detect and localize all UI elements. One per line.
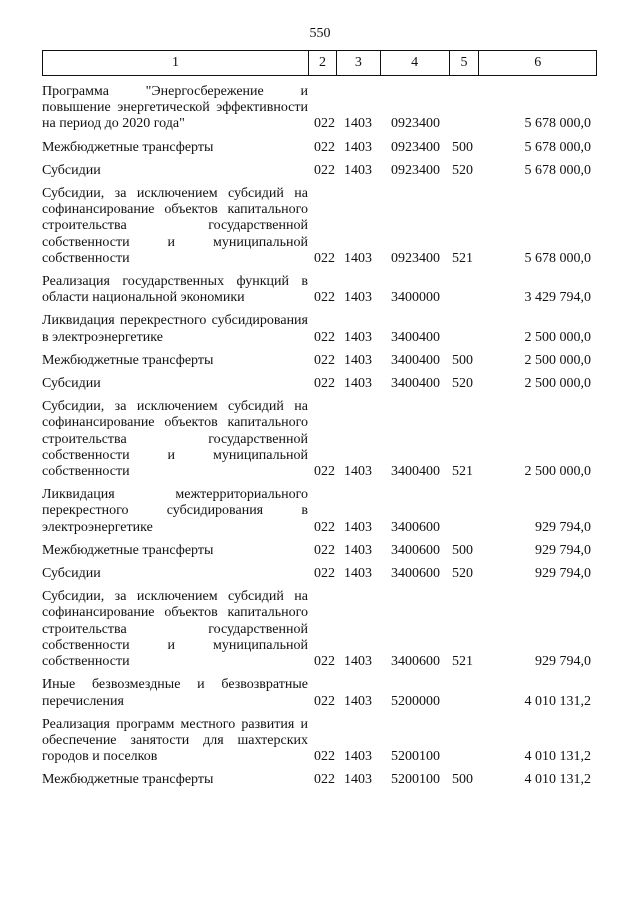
- table-body: [42, 84, 602, 789]
- page-number: 550: [309, 26, 331, 41]
- header-col-5: 5: [449, 51, 479, 75]
- row-col-2: 022: [314, 566, 335, 582]
- row-name: Субсидии: [42, 376, 101, 392]
- row-name: Иные безвозмездные и безвозвратные перечисления: [42, 677, 308, 709]
- row-col-3: 1403: [344, 693, 372, 709]
- table-row: [42, 487, 602, 536]
- row-col-6: 5 678 000,0: [524, 116, 591, 132]
- row-col-2: 022: [314, 464, 335, 480]
- row-col-2: 022: [314, 772, 335, 788]
- row-col-5: 500: [452, 139, 473, 155]
- table-header: [42, 50, 597, 76]
- row-name: Ликвидация межтерриториального перекрестного субсидирования в электроэнергетике: [42, 487, 308, 535]
- row-col-6: 2 500 000,0: [524, 464, 591, 480]
- row-col-5: 521: [452, 250, 473, 266]
- row-name: Реализация государственных функций в области национальной экономики: [42, 274, 308, 306]
- row-col-6: 929 794,0: [535, 654, 591, 670]
- table-row: [42, 772, 602, 788]
- row-col-6: 3 429 794,0: [524, 290, 591, 306]
- row-col-2: 022: [314, 250, 335, 266]
- row-col-2: 022: [314, 329, 335, 345]
- row-col-4: 0923400: [391, 139, 440, 155]
- table-row: [42, 566, 602, 582]
- row-name: Субсидии: [42, 566, 101, 582]
- row-col-3: 1403: [344, 139, 372, 155]
- header-col-1: 1: [172, 55, 180, 70]
- row-col-6: 929 794,0: [535, 566, 591, 582]
- row-col-2: 022: [314, 376, 335, 392]
- row-col-6: 929 794,0: [535, 542, 591, 558]
- row-col-2: 022: [314, 749, 335, 765]
- row-name: Межбюджетные трансферты: [42, 772, 214, 788]
- row-col-6: 4 010 131,2: [524, 749, 591, 765]
- row-col-3: 1403: [344, 329, 372, 345]
- row-col-2: 022: [314, 116, 335, 132]
- table-row: [42, 717, 602, 766]
- table-row: [42, 186, 602, 267]
- row-col-3: 1403: [344, 162, 372, 178]
- row-col-6: 5 678 000,0: [524, 139, 591, 155]
- row-name: Субсидии, за исключением субсидий на софинансирование объектов капитального строительства государственной собственности и муниципальной собственности: [42, 589, 308, 670]
- row-col-5: 500: [452, 542, 473, 558]
- row-col-6: 4 010 131,2: [524, 693, 591, 709]
- row-col-3: 1403: [344, 749, 372, 765]
- row-col-4: 3400400: [391, 376, 440, 392]
- table-row: [42, 589, 602, 670]
- row-col-3: 1403: [344, 116, 372, 132]
- row-col-4: 3400600: [391, 566, 440, 582]
- row-col-2: 022: [314, 693, 335, 709]
- table-row: [42, 313, 602, 345]
- row-col-4: 3400000: [391, 290, 440, 306]
- table-row: [42, 140, 602, 156]
- row-col-3: 1403: [344, 772, 372, 788]
- row-name: Ликвидация перекрестного субсидирования в электроэнергетике: [42, 313, 308, 345]
- row-name: Реализация программ местного развития и обеспечение занятости для шахтерских городов и поселков: [42, 716, 308, 765]
- row-col-5: 521: [452, 654, 473, 670]
- row-name: Субсидии, за исключением субсидий на софинансирование объектов капитального строительства государственной собственности и муниципальной собственности: [42, 399, 308, 480]
- header-col-6: 6: [478, 51, 596, 75]
- row-col-6: 4 010 131,2: [524, 772, 591, 788]
- row-name: Межбюджетные трансферты: [42, 542, 214, 558]
- row-col-5: 500: [452, 772, 473, 788]
- table-row: [42, 376, 602, 392]
- header-col-4: 4: [380, 51, 449, 75]
- row-col-3: 1403: [344, 542, 372, 558]
- row-col-6: 929 794,0: [535, 519, 591, 535]
- row-col-4: 3400400: [391, 352, 440, 368]
- row-name: Межбюджетные трансферты: [42, 139, 214, 155]
- row-col-2: 022: [314, 352, 335, 368]
- header-col-3: 3: [336, 51, 380, 75]
- row-col-6: 2 500 000,0: [524, 376, 591, 392]
- row-col-2: 022: [314, 162, 335, 178]
- row-col-6: 5 678 000,0: [524, 162, 591, 178]
- table-row: [42, 353, 602, 369]
- row-col-5: 521: [452, 464, 473, 480]
- row-col-3: 1403: [344, 519, 372, 535]
- table-row: [42, 677, 602, 709]
- row-col-4: 5200100: [391, 772, 440, 788]
- row-col-2: 022: [314, 290, 335, 306]
- row-col-3: 1403: [344, 352, 372, 368]
- row-name: Субсидии, за исключением субсидий на софинансирование объектов капитального строительства государственной собственности и муниципальной собственности: [42, 186, 308, 266]
- row-col-4: 3400600: [391, 542, 440, 558]
- row-col-4: 0923400: [391, 162, 440, 178]
- row-col-6: 2 500 000,0: [524, 329, 591, 345]
- row-name: Программа "Энергосбережение и повышение энергетической эффективности на период до 2020 года": [42, 84, 308, 132]
- row-col-4: 5200100: [391, 749, 440, 765]
- row-col-3: 1403: [344, 566, 372, 582]
- row-col-6: 2 500 000,0: [524, 352, 591, 368]
- row-name: Субсидии: [42, 162, 101, 178]
- row-col-5: 520: [452, 566, 473, 582]
- table-row: [42, 163, 602, 179]
- table-row: [42, 84, 602, 133]
- row-col-3: 1403: [344, 250, 372, 266]
- row-col-2: 022: [314, 519, 335, 535]
- row-col-4: 0923400: [391, 250, 440, 266]
- row-col-4: 3400600: [391, 519, 440, 535]
- row-col-3: 1403: [344, 654, 372, 670]
- row-col-2: 022: [314, 542, 335, 558]
- row-col-4: 5200000: [391, 693, 440, 709]
- table-row: [42, 399, 602, 480]
- row-col-3: 1403: [344, 464, 372, 480]
- row-name: Межбюджетные трансферты: [42, 352, 214, 368]
- table-row: [42, 274, 602, 306]
- row-col-4: 3400600: [391, 654, 440, 670]
- row-col-4: 3400400: [391, 329, 440, 345]
- table-row: [42, 543, 602, 559]
- row-col-3: 1403: [344, 290, 372, 306]
- header-col-2: 2: [308, 51, 336, 75]
- row-col-2: 022: [314, 139, 335, 155]
- row-col-5: 520: [452, 376, 473, 392]
- row-col-6: 5 678 000,0: [524, 250, 591, 266]
- row-col-3: 1403: [344, 376, 372, 392]
- row-col-5: 500: [452, 352, 473, 368]
- row-col-4: 0923400: [391, 116, 440, 132]
- row-col-2: 022: [314, 654, 335, 670]
- row-col-5: 520: [452, 162, 473, 178]
- row-col-4: 3400400: [391, 464, 440, 480]
